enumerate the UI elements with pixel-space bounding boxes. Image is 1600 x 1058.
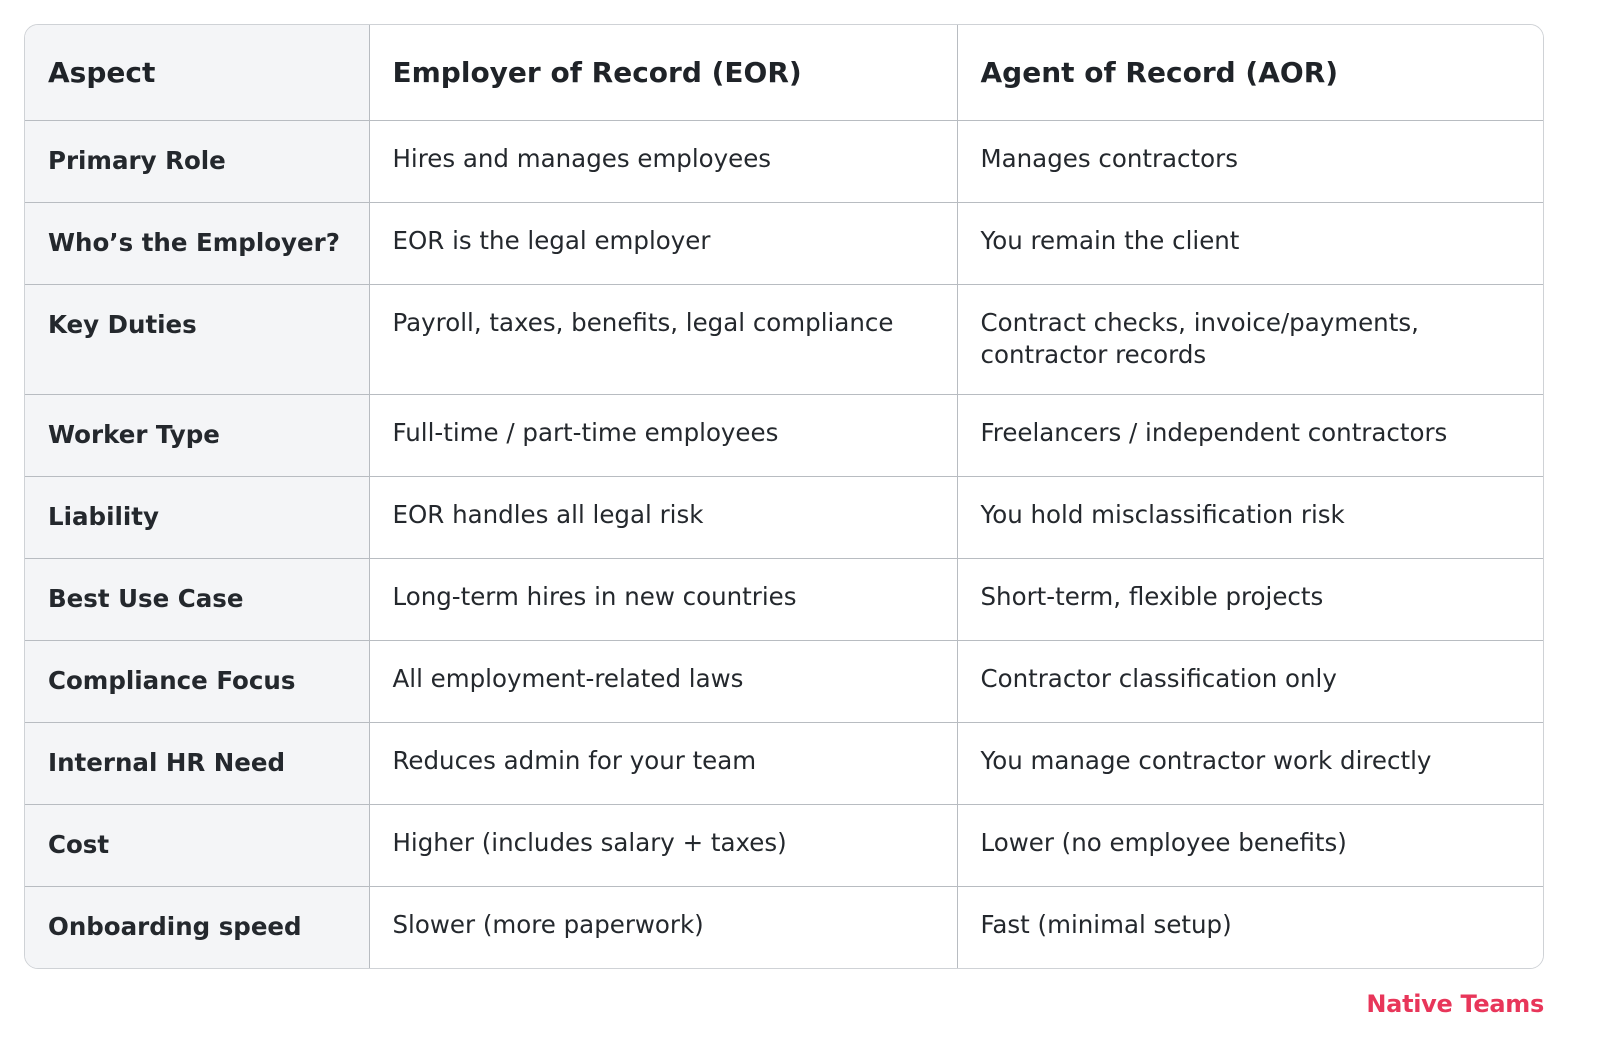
table-row [25, 886, 1543, 968]
aspect-cell: Primary Role [25, 120, 369, 202]
table-row [25, 476, 1543, 558]
comparison-table-container [24, 24, 1544, 969]
aspect-cell: Onboarding speed [25, 886, 369, 968]
table-row [25, 640, 1543, 722]
eor-cell: Full-time / part-time employees [369, 394, 957, 476]
table-row [25, 722, 1543, 804]
aspect-cell: Who’s the Employer? [25, 202, 369, 284]
native-teams-logo: Native Teams [1366, 990, 1544, 1018]
aspect-cell: Best Use Case [25, 558, 369, 640]
aor-cell: Short-term, flexible projects [957, 558, 1543, 640]
aor-cell: You manage contractor work directly [957, 722, 1543, 804]
aor-cell: Fast (minimal setup) [957, 886, 1543, 968]
aspect-cell: Cost [25, 804, 369, 886]
table-header [25, 25, 1543, 120]
aspect-cell: Liability [25, 476, 369, 558]
comparison-table [25, 25, 1543, 968]
eor-cell: Reduces admin for your team [369, 722, 957, 804]
aspect-cell: Key Duties [25, 284, 369, 394]
table-body [25, 120, 1543, 968]
header-row [25, 25, 1543, 120]
aor-cell: Freelancers / independent contractors [957, 394, 1543, 476]
eor-cell: Hires and manages employees [369, 120, 957, 202]
aspect-cell: Worker Type [25, 394, 369, 476]
header-aspect: Aspect [25, 25, 369, 120]
aor-cell: You hold misclassification risk [957, 476, 1543, 558]
eor-cell: Payroll, taxes, benefits, legal compliance [369, 284, 957, 394]
table-row [25, 284, 1543, 394]
aor-cell: You remain the client [957, 202, 1543, 284]
table-row [25, 804, 1543, 886]
eor-cell: EOR is the legal employer [369, 202, 957, 284]
aor-cell: Contractor classification only [957, 640, 1543, 722]
aor-cell: Contract checks, invoice/payments, contractor records [957, 284, 1543, 394]
eor-cell: Slower (more paperwork) [369, 886, 957, 968]
eor-cell: All employment-related laws [369, 640, 957, 722]
aspect-cell: Compliance Focus [25, 640, 369, 722]
table-row [25, 202, 1543, 284]
table-row [25, 394, 1543, 476]
header-eor: Employer of Record (EOR) [369, 25, 957, 120]
aor-cell: Manages contractors [957, 120, 1543, 202]
aor-cell: Lower (no employee benefits) [957, 804, 1543, 886]
header-aor: Agent of Record (AOR) [957, 25, 1543, 120]
table-row [25, 120, 1543, 202]
eor-cell: Higher (includes salary + taxes) [369, 804, 957, 886]
aspect-cell: Internal HR Need [25, 722, 369, 804]
eor-cell: EOR handles all legal risk [369, 476, 957, 558]
table-row [25, 558, 1543, 640]
eor-cell: Long-term hires in new countries [369, 558, 957, 640]
